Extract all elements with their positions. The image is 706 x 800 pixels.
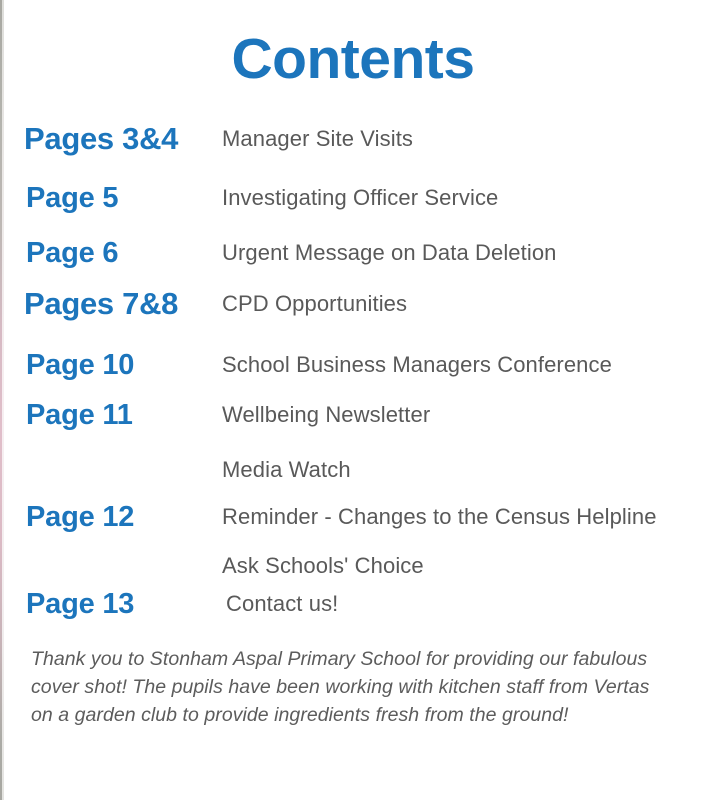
contents-row[interactable] [0, 497, 706, 537]
contents-row[interactable] [0, 584, 706, 624]
page-title: Contents [231, 27, 475, 91]
page-number-label: Page 10 [26, 349, 135, 381]
contents-entry-title[interactable]: Manager Site Visits [222, 126, 414, 151]
contents-row[interactable] [0, 178, 706, 218]
credit-line: on a garden club to provide ingredients fresh from the ground! [31, 704, 569, 726]
contents-row[interactable] [0, 119, 706, 159]
page-number-label: Pages 3&4 [24, 121, 179, 156]
page-number-label: Page 11 [26, 399, 133, 431]
page-number-label: Page 5 [26, 182, 119, 214]
contents-entry-title[interactable]: Reminder - Changes to the Census Helpline [222, 504, 657, 529]
contents-row[interactable] [0, 450, 706, 490]
contents-entry-title[interactable]: CPD Opportunities [222, 291, 408, 316]
contents-entry-title[interactable]: Wellbeing Newsletter [222, 402, 431, 427]
page-number-label: Page 6 [26, 237, 119, 269]
contents-row[interactable] [0, 345, 706, 385]
credit-line: Thank you to Stonham Aspal Primary School for providing our fabulous [31, 648, 648, 670]
page-number-label: Page 12 [26, 501, 135, 533]
contents-row[interactable] [0, 233, 706, 273]
credit-line: cover shot! The pupils have been working with kitchen staff from Vertas [31, 676, 650, 698]
contents-entry-title[interactable]: Media Watch [222, 457, 351, 482]
cover-photo-credit [31, 645, 681, 729]
page-number-label: Page 13 [26, 588, 135, 620]
contents-entry-title[interactable]: Investigating Officer Service [222, 185, 499, 210]
page-number-label: Pages 7&8 [24, 286, 179, 321]
contents-row[interactable] [0, 284, 706, 324]
contents-entry-title[interactable]: Urgent Message on Data Deletion [222, 240, 557, 265]
contents-row[interactable] [0, 546, 706, 586]
contents-entry-title[interactable]: Ask Schools' Choice [222, 553, 424, 578]
contents-row[interactable] [0, 395, 706, 435]
contents-entry-title[interactable]: School Business Managers Conference [222, 352, 612, 377]
contents-entry-title[interactable]: Contact us! [226, 591, 339, 616]
